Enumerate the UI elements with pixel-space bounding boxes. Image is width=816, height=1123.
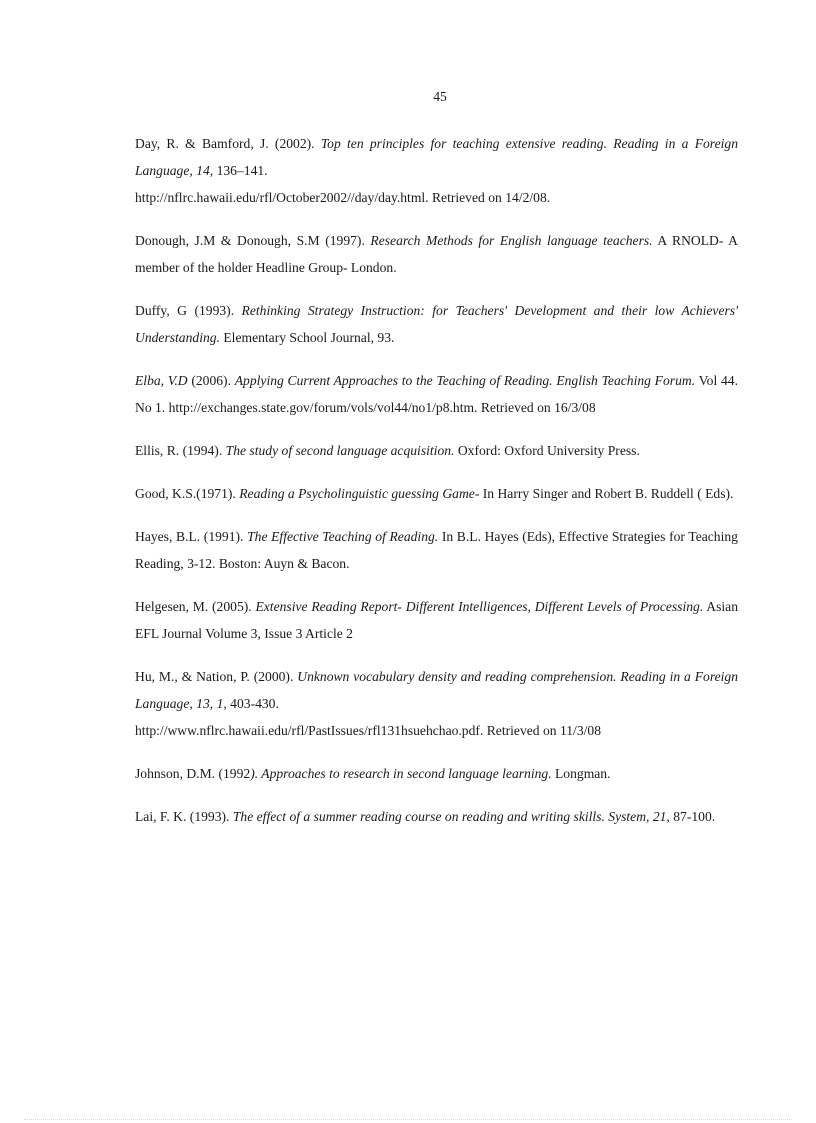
reference-title: ). Approaches to research in second language learning.: [250, 766, 552, 781]
reference-author: Hu, M., & Nation, P. (2000).: [135, 669, 294, 684]
reference-details: 87-100.: [673, 809, 716, 824]
reference-johnson: [135, 760, 738, 787]
reference-details: Oxford: Oxford University Press.: [457, 443, 640, 458]
reference-title: Reading a Psycholinguistic guessing Game-: [239, 486, 480, 501]
reference-author: Lai, F. K. (1993).: [135, 809, 230, 824]
reference-hu-nation: [135, 663, 738, 744]
reference-author: Helgesen, M. (2005).: [135, 599, 252, 614]
reference-author: Johnson, D.M. (1992: [135, 766, 251, 781]
reference-title: The effect of a summer reading course on reading and writing skills. System, 21,: [232, 809, 670, 824]
reference-details: 136–141.: [216, 163, 268, 178]
reference-author: Good, K.S.(1971).: [135, 486, 236, 501]
reference-title: The Effective Teaching of Reading.: [247, 529, 439, 544]
reference-details: In Harry Singer and Robert B. Ruddell ( Eds).: [482, 486, 734, 501]
reference-lai: [135, 803, 738, 830]
reference-ellis: [135, 437, 738, 464]
reference-good: [135, 480, 738, 507]
reference-day-bamford: [135, 130, 738, 211]
reference-hayes: [135, 523, 738, 577]
reference-url: http://www.nflrc.hawaii.edu/rfl/PastIssues/rfl131hsuehchao.pdf. Retrieved on 11/3/08: [135, 723, 601, 738]
reference-year: (2006).: [187, 373, 231, 388]
reference-author: Elba, V.D: [135, 373, 188, 388]
reference-url: http://nflrc.hawaii.edu/rfl/October2002//day/day.html. Retrieved on 14/2/08.: [135, 190, 551, 205]
reference-title: Rethinking Strategy Instruction: for Teachers' Development and their low Achievers' Understanding.: [135, 303, 738, 345]
reference-details: Longman.: [555, 766, 611, 781]
reference-details: 403-430.: [230, 696, 279, 711]
reference-title: Top ten principles for teaching extensive reading. Reading in a Foreign Language, 14,: [135, 136, 738, 178]
reference-author: Ellis, R. (1994).: [135, 443, 223, 458]
reference-title: Extensive Reading Report- Different Intelligences, Different Levels of Processing.: [255, 599, 704, 614]
reference-details: Vol 44. No 1. http://exchanges.state.gov/forum/vols/vol44/no1/p8.htm. Retrieved on 16/3/08: [135, 373, 738, 415]
page-number: 45: [433, 89, 447, 104]
reference-duffy: [135, 297, 738, 351]
reference-title: The study of second language acquisition.: [225, 443, 455, 458]
reference-elba: [135, 367, 738, 421]
reference-title: Research Methods for English language teachers.: [370, 233, 653, 248]
reference-details: In B.L. Hayes (Eds), Effective Strategies for Teaching Reading, 3-12. Boston: Auyn & Bacon.: [135, 529, 738, 571]
reference-title: Unknown vocabulary density and reading comprehension. Reading in a Foreign Language, 13, 1,: [135, 669, 739, 711]
reference-author: Day, R. & Bamford, J. (2002).: [135, 136, 315, 151]
reference-title: Applying Current Approaches to the Teaching of Reading. English Teaching Forum.: [234, 373, 696, 388]
reference-author: Duffy, G (1993).: [135, 303, 235, 318]
reference-author: Donough, J.M & Donough, S.M (1997).: [135, 233, 365, 248]
page-bottom-divider: [24, 1119, 792, 1120]
reference-author: Hayes, B.L. (1991).: [135, 529, 244, 544]
reference-details: Elementary School Journal, 93.: [223, 330, 395, 345]
reference-details: Asian EFL Journal Volume 3, Issue 3 Article 2: [135, 599, 738, 641]
reference-helgesen: [135, 593, 738, 647]
reference-list: [135, 130, 738, 846]
reference-donough: [135, 227, 738, 281]
reference-details: A RNOLD- A member of the holder Headline Group- London.: [135, 233, 738, 275]
